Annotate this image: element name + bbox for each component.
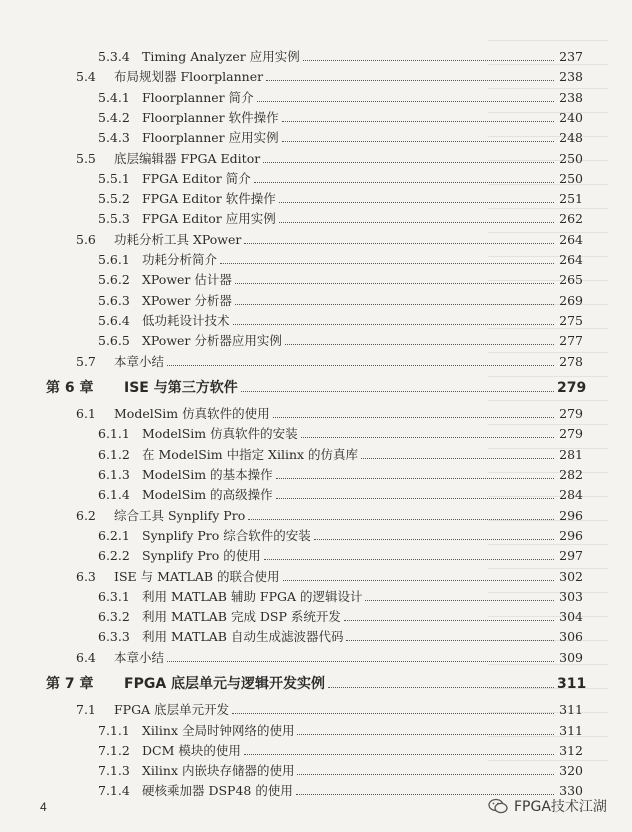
toc-entry [98, 586, 583, 608]
toc-subsection-row [0, 188, 632, 210]
dot-leader [365, 600, 554, 601]
toc-section-row [0, 699, 632, 721]
toc-title: 功耗分析工具 XPower [114, 232, 242, 247]
toc-entry [76, 505, 583, 527]
toc-number: 5.6 [76, 232, 96, 247]
toc-section-row [0, 566, 632, 588]
toc-page-number: 320 [559, 763, 583, 778]
toc-subsection-row [0, 525, 632, 547]
toc-page-number: 306 [559, 629, 583, 644]
toc-title: 利用 MATLAB 辅助 FPGA 的逻辑设计 [142, 589, 363, 604]
watermark [488, 796, 607, 816]
toc-entry [46, 673, 587, 695]
toc-page-number: 279 [559, 406, 583, 421]
toc-title: ISE 与 MATLAB 的联合使用 [114, 569, 280, 584]
toc-entry [98, 290, 583, 312]
toc-number: 5.4 [76, 69, 96, 84]
toc-entry [76, 148, 583, 170]
toc-number: 5.5.2 [98, 191, 130, 206]
toc-title: ModelSim 仿真软件的安装 [142, 426, 298, 441]
dot-leader [232, 713, 554, 714]
toc-number: 6.2.1 [98, 528, 130, 543]
toc-subsection-row [0, 720, 632, 742]
toc-entry [98, 330, 583, 352]
dot-leader [296, 794, 554, 795]
toc-entry [98, 269, 583, 291]
toc-subsection-row [0, 626, 632, 648]
toc-page-number: 330 [559, 783, 583, 798]
toc-page-number: 238 [559, 90, 583, 105]
dot-leader [314, 539, 554, 540]
toc-title: Xilinx 内嵌块存储器的使用 [142, 763, 295, 778]
toc-subsection-row [0, 330, 632, 352]
toc-number: 5.6.5 [98, 333, 130, 348]
toc-subsection-row [0, 168, 632, 190]
dot-leader [235, 283, 554, 284]
toc-page-number: 240 [559, 110, 583, 125]
toc-title: XPower 分析器 [142, 293, 232, 308]
dot-leader [220, 263, 554, 264]
toc-entry [98, 626, 583, 648]
toc-title: 利用 MATLAB 完成 DSP 系统开发 [142, 609, 341, 624]
toc-title: 功耗分析简介 [142, 252, 218, 267]
dot-leader [266, 80, 554, 81]
toc-page-number: 248 [559, 130, 583, 145]
dot-leader [283, 580, 554, 581]
toc-page-number: 282 [559, 467, 583, 482]
toc-subsection-row [0, 290, 632, 312]
toc-subsection-row [0, 310, 632, 332]
toc-title: 布局规划器 Floorplanner [114, 69, 264, 84]
toc-section-row [0, 351, 632, 373]
toc-page-number: 296 [559, 508, 583, 523]
toc-title: Floorplanner 简介 [142, 90, 254, 105]
toc-subsection-row [0, 423, 632, 445]
dot-leader [279, 202, 554, 203]
toc-title: XPower 估计器 [142, 272, 232, 287]
toc-title: FPGA Editor 简介 [142, 171, 251, 186]
toc-number: 5.5 [76, 151, 96, 166]
dot-leader [241, 391, 554, 392]
toc-page-number: 296 [559, 528, 583, 543]
dot-leader [303, 60, 554, 61]
dot-leader [285, 344, 554, 345]
toc-subsection-row [0, 760, 632, 782]
dot-leader [248, 519, 554, 520]
toc-subsection-row [0, 87, 632, 109]
toc-entry [76, 403, 583, 425]
dot-leader [361, 458, 554, 459]
toc-title: FPGA 底层单元开发 [114, 702, 230, 717]
toc-entry [98, 249, 583, 271]
dot-leader [235, 304, 554, 305]
toc-page-number: 303 [559, 589, 583, 604]
toc-entry [98, 464, 583, 486]
toc-page-number: 304 [559, 609, 583, 624]
dot-leader [244, 243, 554, 244]
toc-number: 5.6.1 [98, 252, 130, 267]
toc-number: 6.1 [76, 406, 96, 421]
toc-page-number: 311 [559, 723, 583, 738]
toc-number: 6.1.2 [98, 447, 130, 462]
toc-entry [98, 188, 583, 210]
toc-number: 6.1.3 [98, 467, 130, 482]
toc-entry [98, 127, 583, 149]
toc-title: Synplify Pro 的使用 [142, 548, 261, 563]
toc-entry [98, 525, 583, 547]
toc-number: 5.7 [76, 354, 96, 369]
toc-title: Floorplanner 软件操作 [142, 110, 279, 125]
toc-number: 7.1 [76, 702, 96, 717]
toc-entry [76, 566, 583, 588]
toc-entry [98, 168, 583, 190]
toc-page-number: 250 [559, 171, 583, 186]
toc-section-row [0, 403, 632, 425]
toc-title: ModelSim 仿真软件的使用 [114, 406, 270, 421]
toc-subsection-row [0, 127, 632, 149]
toc-section-row [0, 229, 632, 251]
toc-entry [98, 484, 583, 506]
toc-entry [76, 647, 583, 669]
toc-page-number: 264 [559, 232, 583, 247]
toc-page-number: 302 [559, 569, 583, 584]
toc-entry [98, 87, 583, 109]
toc-entry [98, 46, 583, 68]
toc-section-row [0, 66, 632, 88]
toc-section-row [0, 148, 632, 170]
toc-title: Floorplanner 应用实例 [142, 130, 279, 145]
toc-page-number: 275 [559, 313, 583, 328]
toc-number: 5.3.4 [98, 49, 130, 64]
toc-page-number: 311 [559, 702, 583, 717]
dot-leader [279, 222, 554, 223]
toc-number: 7.1.4 [98, 783, 130, 798]
toc-number: 5.4.3 [98, 130, 130, 145]
toc-number: 5.4.2 [98, 110, 130, 125]
toc-entry [76, 66, 583, 88]
dot-leader [282, 121, 554, 122]
dot-leader [233, 324, 554, 325]
toc-number: 第 7 章 [46, 676, 94, 692]
toc-entry [98, 740, 583, 762]
toc-page-number: 279 [557, 380, 587, 396]
toc-title: XPower 分析器应用实例 [142, 333, 282, 348]
dot-leader [297, 734, 554, 735]
toc-entry [46, 377, 587, 399]
toc-number: 第 6 章 [46, 380, 94, 396]
toc-chapter-row [0, 377, 632, 399]
toc-number: 6.3 [76, 569, 96, 584]
toc-subsection-row [0, 606, 632, 628]
toc-subsection-row [0, 484, 632, 506]
toc-entry [98, 760, 583, 782]
toc-page-number: 311 [557, 676, 587, 692]
toc-title: FPGA Editor 应用实例 [142, 211, 276, 226]
toc-number: 5.6.2 [98, 272, 130, 287]
toc-title: 综合工具 Synplify Pro [114, 508, 246, 523]
toc-entry [98, 444, 583, 466]
toc-subsection-row [0, 545, 632, 567]
toc-title: 低功耗设计技术 [142, 313, 230, 328]
toc-subsection-row [0, 107, 632, 129]
toc-entry [98, 107, 583, 129]
toc-number: 7.1.1 [98, 723, 130, 738]
toc-entry [98, 606, 583, 628]
toc-number: 5.5.3 [98, 211, 130, 226]
toc-page-number: 278 [559, 354, 583, 369]
toc-entry [76, 699, 583, 721]
toc-page-number: 237 [559, 49, 583, 64]
dot-leader [263, 162, 554, 163]
dot-leader [276, 478, 554, 479]
toc-title: ModelSim 的基本操作 [142, 467, 273, 482]
dot-leader [346, 640, 554, 641]
toc-page-number: 251 [559, 191, 583, 206]
toc-number: 6.2.2 [98, 548, 130, 563]
toc-entry [98, 720, 583, 742]
dot-leader [344, 620, 554, 621]
toc-page-number: 277 [559, 333, 583, 348]
toc-title: 在 ModelSim 中指定 Xilinx 的仿真库 [142, 447, 359, 462]
toc-title: Timing Analyzer 应用实例 [142, 49, 300, 64]
toc-number: 5.6.4 [98, 313, 130, 328]
toc-entry [76, 351, 583, 373]
toc-page-number: 312 [559, 743, 583, 758]
toc-section-row [0, 647, 632, 669]
toc-title: ISE 与第三方软件 [124, 380, 238, 396]
toc-title: ModelSim 的高级操作 [142, 487, 273, 502]
toc-number: 5.6.3 [98, 293, 130, 308]
toc-page-number: 269 [559, 293, 583, 308]
toc-subsection-row [0, 269, 632, 291]
page-number: 4 [40, 800, 47, 814]
dot-leader [257, 101, 554, 102]
toc-subsection-row [0, 444, 632, 466]
toc-title: Synplify Pro 综合软件的安装 [142, 528, 311, 543]
toc-page-number: 309 [559, 650, 583, 665]
dot-leader [167, 661, 554, 662]
toc-subsection-row [0, 740, 632, 762]
toc-chapter-row [0, 673, 632, 695]
dot-leader [254, 182, 554, 183]
toc-entry [76, 229, 583, 251]
toc-section-row [0, 505, 632, 527]
toc-number: 6.1.1 [98, 426, 130, 441]
toc-title: DCM 模块的使用 [142, 743, 241, 758]
dot-leader [276, 498, 554, 499]
toc-subsection-row [0, 46, 632, 68]
toc-entry [98, 310, 583, 332]
toc-entry [98, 208, 583, 230]
toc-title: 本章小结 [114, 650, 165, 665]
toc-title: FPGA Editor 软件操作 [142, 191, 276, 206]
toc-subsection-row [0, 208, 632, 230]
wechat-icon [488, 798, 508, 814]
toc-page-number: 264 [559, 252, 583, 267]
toc-page-number: 297 [559, 548, 583, 563]
toc-entry [98, 545, 583, 567]
toc-subsection-row [0, 249, 632, 271]
toc-number: 6.3.2 [98, 609, 130, 624]
dot-leader [273, 417, 554, 418]
watermark-text: FPGA技术江湖 [514, 799, 607, 815]
dot-leader [301, 437, 554, 438]
toc-page-number: 238 [559, 69, 583, 84]
toc-number: 7.1.2 [98, 743, 130, 758]
toc-title: 硬核乘加器 DSP48 的使用 [142, 783, 293, 798]
toc-entry [98, 423, 583, 445]
dot-leader [297, 774, 554, 775]
toc-number: 6.3.3 [98, 629, 130, 644]
dot-leader [167, 365, 554, 366]
toc-title: FPGA 底层单元与逻辑开发实例 [124, 676, 326, 692]
toc-number: 7.1.3 [98, 763, 130, 778]
dot-leader [328, 687, 554, 688]
dot-leader [244, 754, 554, 755]
dot-leader [282, 141, 554, 142]
toc-page-number: 265 [559, 272, 583, 287]
toc-number: 6.4 [76, 650, 96, 665]
toc-title: 本章小结 [114, 354, 165, 369]
toc-number: 6.1.4 [98, 487, 130, 502]
toc-page-number: 250 [559, 151, 583, 166]
toc-title: 底层编辑器 FPGA Editor [114, 151, 261, 166]
toc-page-number: 281 [559, 447, 583, 462]
toc-number: 6.3.1 [98, 589, 130, 604]
toc-title: Xilinx 全局时钟网络的使用 [142, 723, 295, 738]
toc-subsection-row [0, 586, 632, 608]
toc-page-number: 262 [559, 211, 583, 226]
toc-number: 5.4.1 [98, 90, 130, 105]
dot-leader [264, 559, 554, 560]
toc-number: 6.2 [76, 508, 96, 523]
toc-page-number: 279 [559, 426, 583, 441]
toc-title: 利用 MATLAB 自动生成滤波器代码 [142, 629, 344, 644]
toc-page-number: 284 [559, 487, 583, 502]
toc-number: 5.5.1 [98, 171, 130, 186]
toc-subsection-row [0, 464, 632, 486]
